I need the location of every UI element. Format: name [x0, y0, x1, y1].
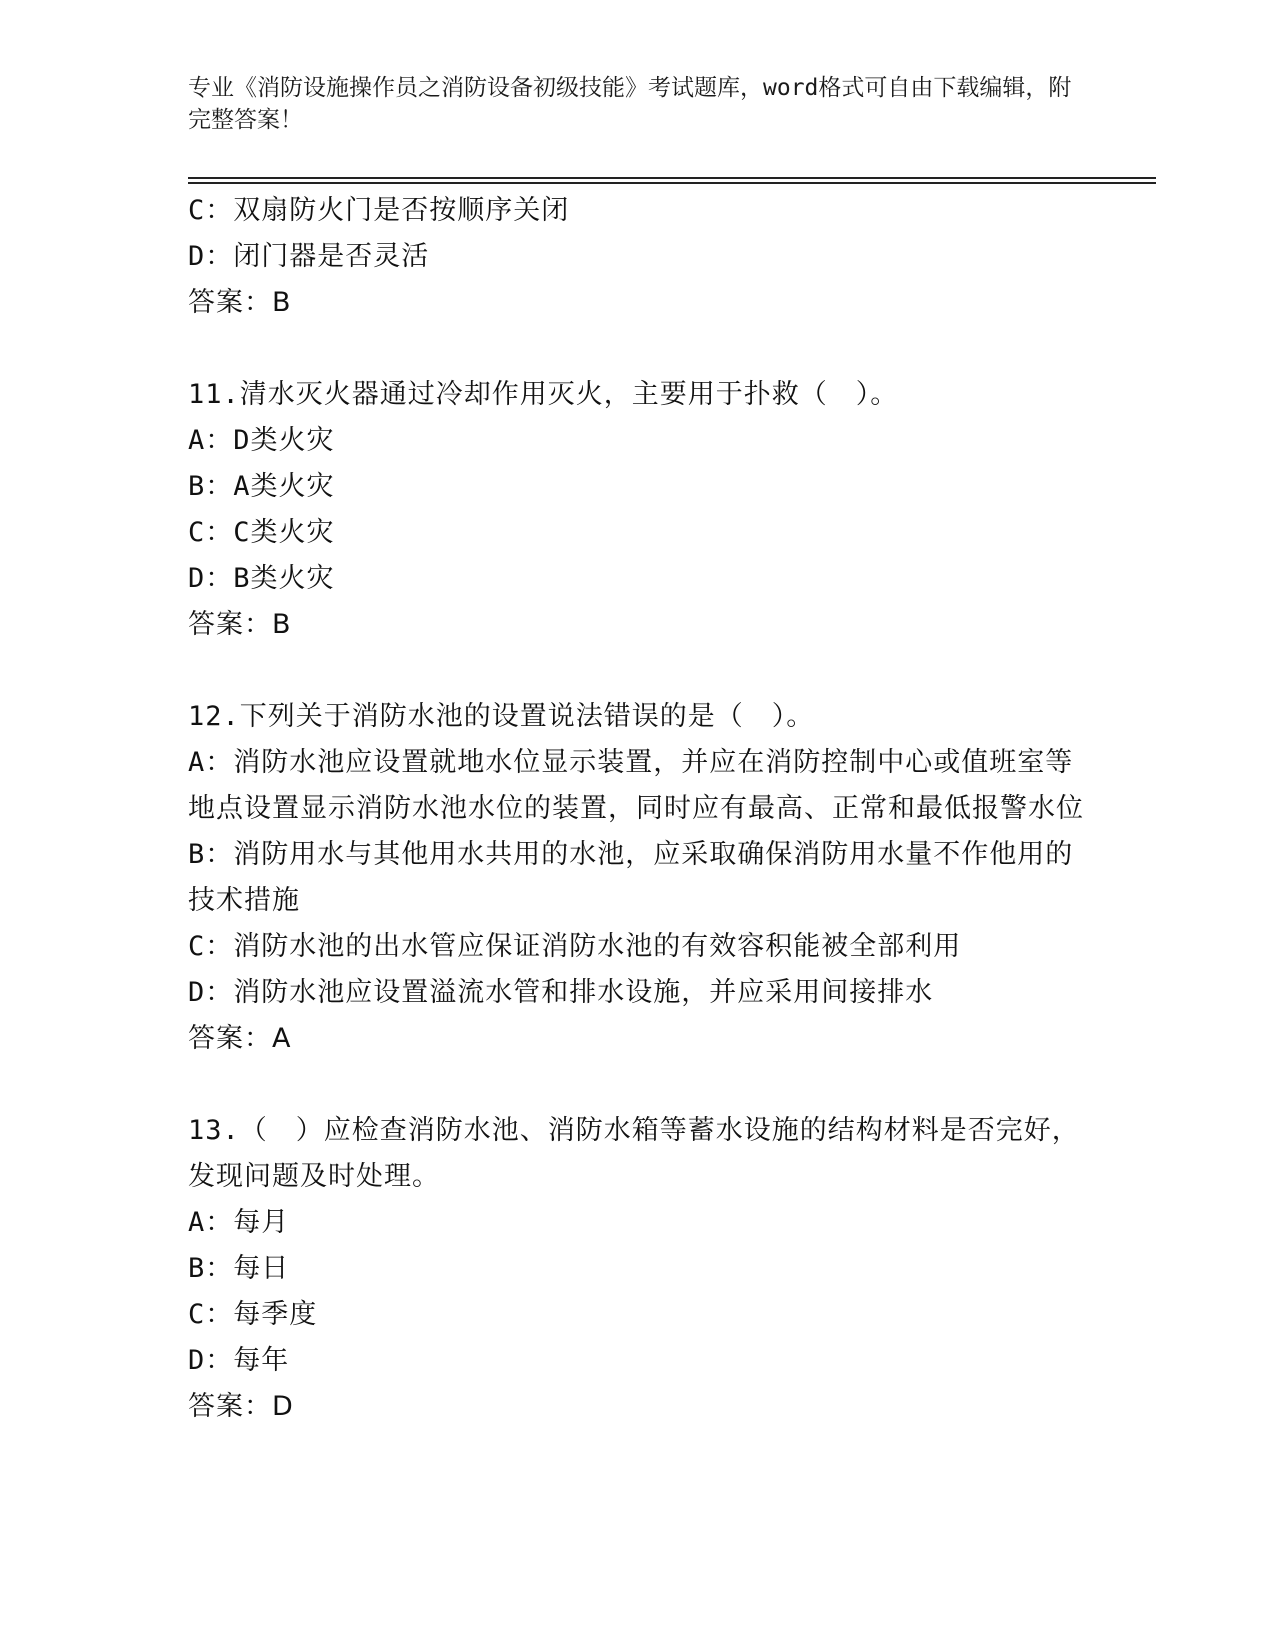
option-d: D：消防水池应设置溢流水管和排水设施，并应采用间接排水 — [188, 977, 934, 1008]
answer: 答案：B — [188, 287, 292, 318]
document-body — [188, 188, 1088, 1430]
question-13 — [188, 1108, 1088, 1430]
question-12 — [188, 694, 1088, 1062]
continuation-block — [188, 188, 1088, 326]
question-stem: 13.（ ）应检查消防水池、消防水箱等蓄水设施的结构材料是否完好，发现问题及时处理。 — [188, 1115, 1080, 1192]
answer: 答案：B — [188, 609, 292, 640]
option-d: D：B类火灾 — [188, 563, 335, 594]
option-b: B：A类火灾 — [188, 471, 335, 502]
option-b: B：消防用水与其他用水共用的水池，应采取确保消防用水量不作他用的技术措施 — [188, 839, 1074, 916]
question-stem: 12.下列关于消防水池的设置说法错误的是（ ）。 — [188, 701, 815, 732]
option-c: C：C类火灾 — [188, 517, 335, 548]
header-rule-bottom — [188, 182, 1156, 184]
option-b: B：每日 — [188, 1253, 290, 1284]
header-rule-top — [188, 177, 1156, 179]
option-d: D：每年 — [188, 1345, 290, 1376]
option-c: C：每季度 — [188, 1299, 318, 1330]
answer: 答案：A — [188, 1023, 292, 1054]
question-11 — [188, 372, 1088, 648]
option-c: C：消防水池的出水管应保证消防水池的有效容积能被全部利用 — [188, 931, 962, 962]
answer: 答案：D — [188, 1391, 294, 1422]
question-stem: 11.清水灭火器通过冷却作用灭火，主要用于扑救（ ）。 — [188, 379, 899, 410]
document-header: 专业《消防设施操作员之消防设备初级技能》考试题库，word格式可自由下载编辑，附完整答案！ — [188, 75, 1072, 133]
option-d: D：闭门器是否灵活 — [188, 241, 430, 272]
option-a: A：消防水池应设置就地水位显示装置，并应在消防控制中心或值班室等地点设置显示消防水池水位的装置，同时应有最高、正常和最低报警水位 — [188, 747, 1084, 824]
option-a: A：D类火灾 — [188, 425, 335, 456]
option-a: A：每月 — [188, 1207, 290, 1238]
option-c: C：双扇防火门是否按顺序关闭 — [188, 195, 570, 226]
